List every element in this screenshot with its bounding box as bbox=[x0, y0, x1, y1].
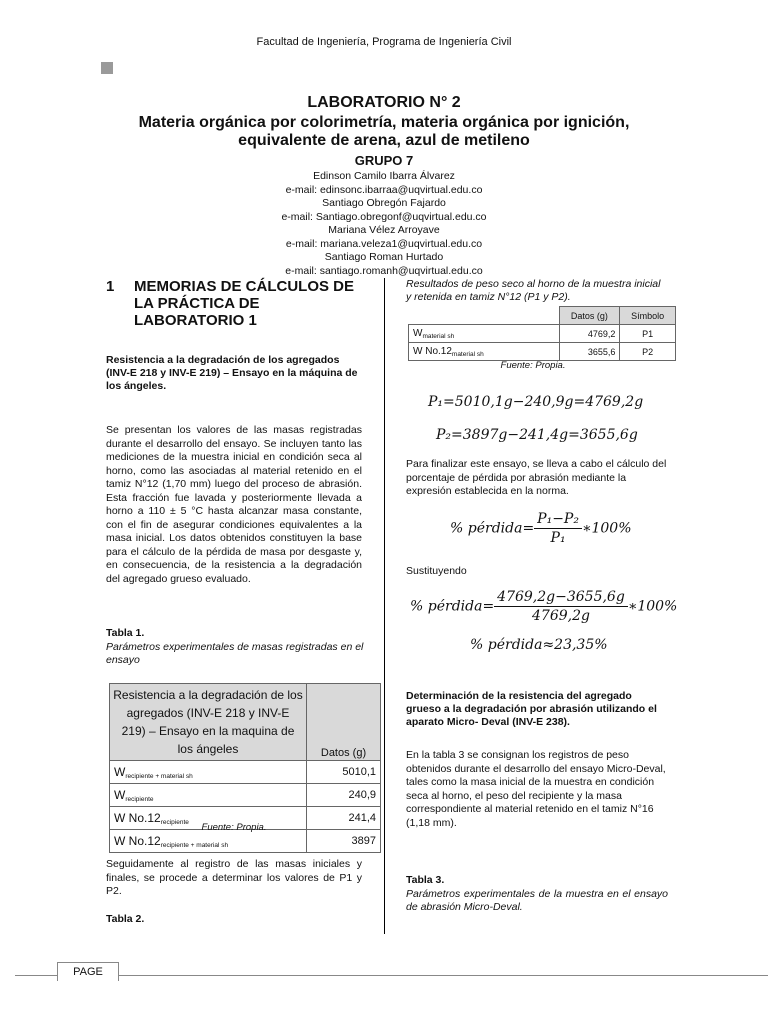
lab-title: LABORATORIO N° 2 bbox=[307, 94, 461, 111]
equation-substituted: % pérdida= $\frac{4769,2g-3655,6g}{4769,2g}$ ∗100% bbox=[410, 589, 678, 624]
page-header: Facultad de Ingeniería, Programa de Ingeniería Civil bbox=[256, 36, 512, 48]
paragraph: Se presentan los valores de las masas registradas durante el desarrollo del ensayo. Se incluyen tanto las mediciones de la muestra inicial en condición seca al horno, como las asociadas al material retenido en el tamiz N°12 (1,70 mm) luego del proceso de abrasión. Esta fracción fue lavada y posteriormente llevada a horno a 110 ± 5 °C hasta alcanzar masa constante, con el fin de asegurar condiciones equivalentes a la masa inicial. Los datos obtenidos constituyen la base para el cálculo de la pérdida de masa por desgaste y, en consecuencia, de la resistencia a la degradación del agregado grueso evaluado. bbox=[106, 424, 362, 585]
table1-caption: Parámetros experimentales de masas registradas en el ensayo bbox=[106, 641, 364, 666]
footer-rule bbox=[15, 975, 57, 976]
table-row: Wrecipiente + material sh 5010,1 bbox=[110, 761, 381, 784]
subheading: Determinación de la resistencia del agregado grueso a la degradación por abrasión utilizando el aparato Micro- Deval (INV-E 238). bbox=[406, 690, 657, 728]
table-row: $W_{material sh}$ 4769,2 P1 bbox=[409, 325, 676, 343]
section-number: 1 bbox=[106, 278, 115, 295]
author-email: e-mail: santiago.romanh@uqvirtual.edu.co bbox=[285, 264, 483, 277]
equation-result: % pérdida≈23,35% bbox=[470, 637, 608, 653]
table3-caption: Parámetros experimentales de la muestra en el ensayo de abrasión Micro-Deval. bbox=[406, 888, 668, 913]
column-divider bbox=[384, 278, 385, 934]
table2-label: Tabla 2. bbox=[106, 913, 145, 925]
author-name: Edinson Camilo Ibarra Álvarez bbox=[313, 170, 455, 182]
page-number: PAGE bbox=[57, 962, 119, 981]
author-name: Santiago Roman Hurtado bbox=[324, 251, 444, 263]
table2-col-header: Símbolo bbox=[620, 307, 676, 325]
subheading: Resistencia a la degradación de los agregados (INV-E 218 y INV-E 219) – Ensayo en la máquina de los ángeles. bbox=[106, 354, 358, 392]
equation-percent-loss: % pérdida= $\frac{\text{P₁−P₂}}{\text{P₁}}$ ∗100% bbox=[450, 511, 632, 546]
footer-rule bbox=[118, 975, 768, 976]
paragraph: En la tabla 3 se consignan los registros de peso obtenidos durante el desarrollo del ensayo Micro-Deval, tales como la masa inicial de la muestra en condición seca al horno, el peso del recipiente y la masa correspondiente al material retenido en el tamiz N°16 (1,18 mm). bbox=[406, 749, 666, 829]
equation-p1: P₁=5010,1g−240,9g=4769,2g bbox=[428, 394, 644, 410]
table1-label: Tabla 1. bbox=[106, 627, 145, 639]
author-email: e-mail: edinsonc.ibarraa@uqvirtual.edu.co bbox=[285, 183, 483, 196]
table-row: W No.12recipiente 241,4 bbox=[110, 807, 381, 830]
table-row: W No.12recipiente + material sh 3897 bbox=[110, 830, 381, 853]
table3-label: Tabla 3. bbox=[406, 874, 445, 886]
author-email: e-mail: mariana.veleza1@uqvirtual.edu.co bbox=[285, 237, 483, 250]
paragraph: Seguidamente al registro de las masas iniciales y finales, se procede a determinar los valores de P1 y P2. bbox=[106, 858, 362, 897]
table1-source: Fuente: Propia. bbox=[201, 822, 267, 833]
group-title: GRUPO 7 bbox=[354, 153, 414, 168]
author-email: e-mail: Santiago.obregonf@uqvirtual.edu.co bbox=[281, 210, 487, 223]
table2-caption: Resultados de peso seco al horno de la muestra inicial y retenida en tamiz N°12 (P1 y P2). bbox=[406, 278, 661, 303]
table2 bbox=[408, 306, 676, 361]
table-row: W $No.12_{material sh}$ 3655,6 P2 bbox=[409, 343, 676, 361]
decorative-square bbox=[101, 62, 113, 74]
table1-col-header: Datos (g) bbox=[307, 684, 381, 761]
equation-p2: P₂=3897g−241,4g=3655,6g bbox=[436, 427, 638, 443]
authors-block bbox=[0, 170, 768, 278]
paragraph: Para finalizar este ensayo, se lleva a cabo el cálculo del porcentaje de pérdida por abrasión mediante la expresión establecida en la norma. bbox=[406, 458, 667, 497]
table1-header: Resistencia a la degradación de los agregados (INV-E 218 y INV-E 219) – Ensayo en la maquina de los ángeles bbox=[110, 684, 307, 761]
section-title: MEMORIAS DE CÁLCULOS DE LA PRÁCTICA DE LABORATORIO 1 bbox=[134, 278, 355, 329]
sustituyendo-text: Sustituyendo bbox=[406, 565, 467, 577]
table2-source: Fuente: Propia. bbox=[500, 360, 566, 371]
lab-topic: Materia orgánica por colorimetría, materia orgánica por ignición, equivalente de arena, azul de metileno bbox=[138, 114, 630, 149]
table-row: Wrecipiente 240,9 bbox=[110, 784, 381, 807]
author-name: Mariana Vélez Arroyave bbox=[328, 224, 440, 236]
table2-col-header: Datos (g) bbox=[559, 307, 620, 325]
author-name: Santiago Obregón Fajardo bbox=[322, 197, 446, 209]
